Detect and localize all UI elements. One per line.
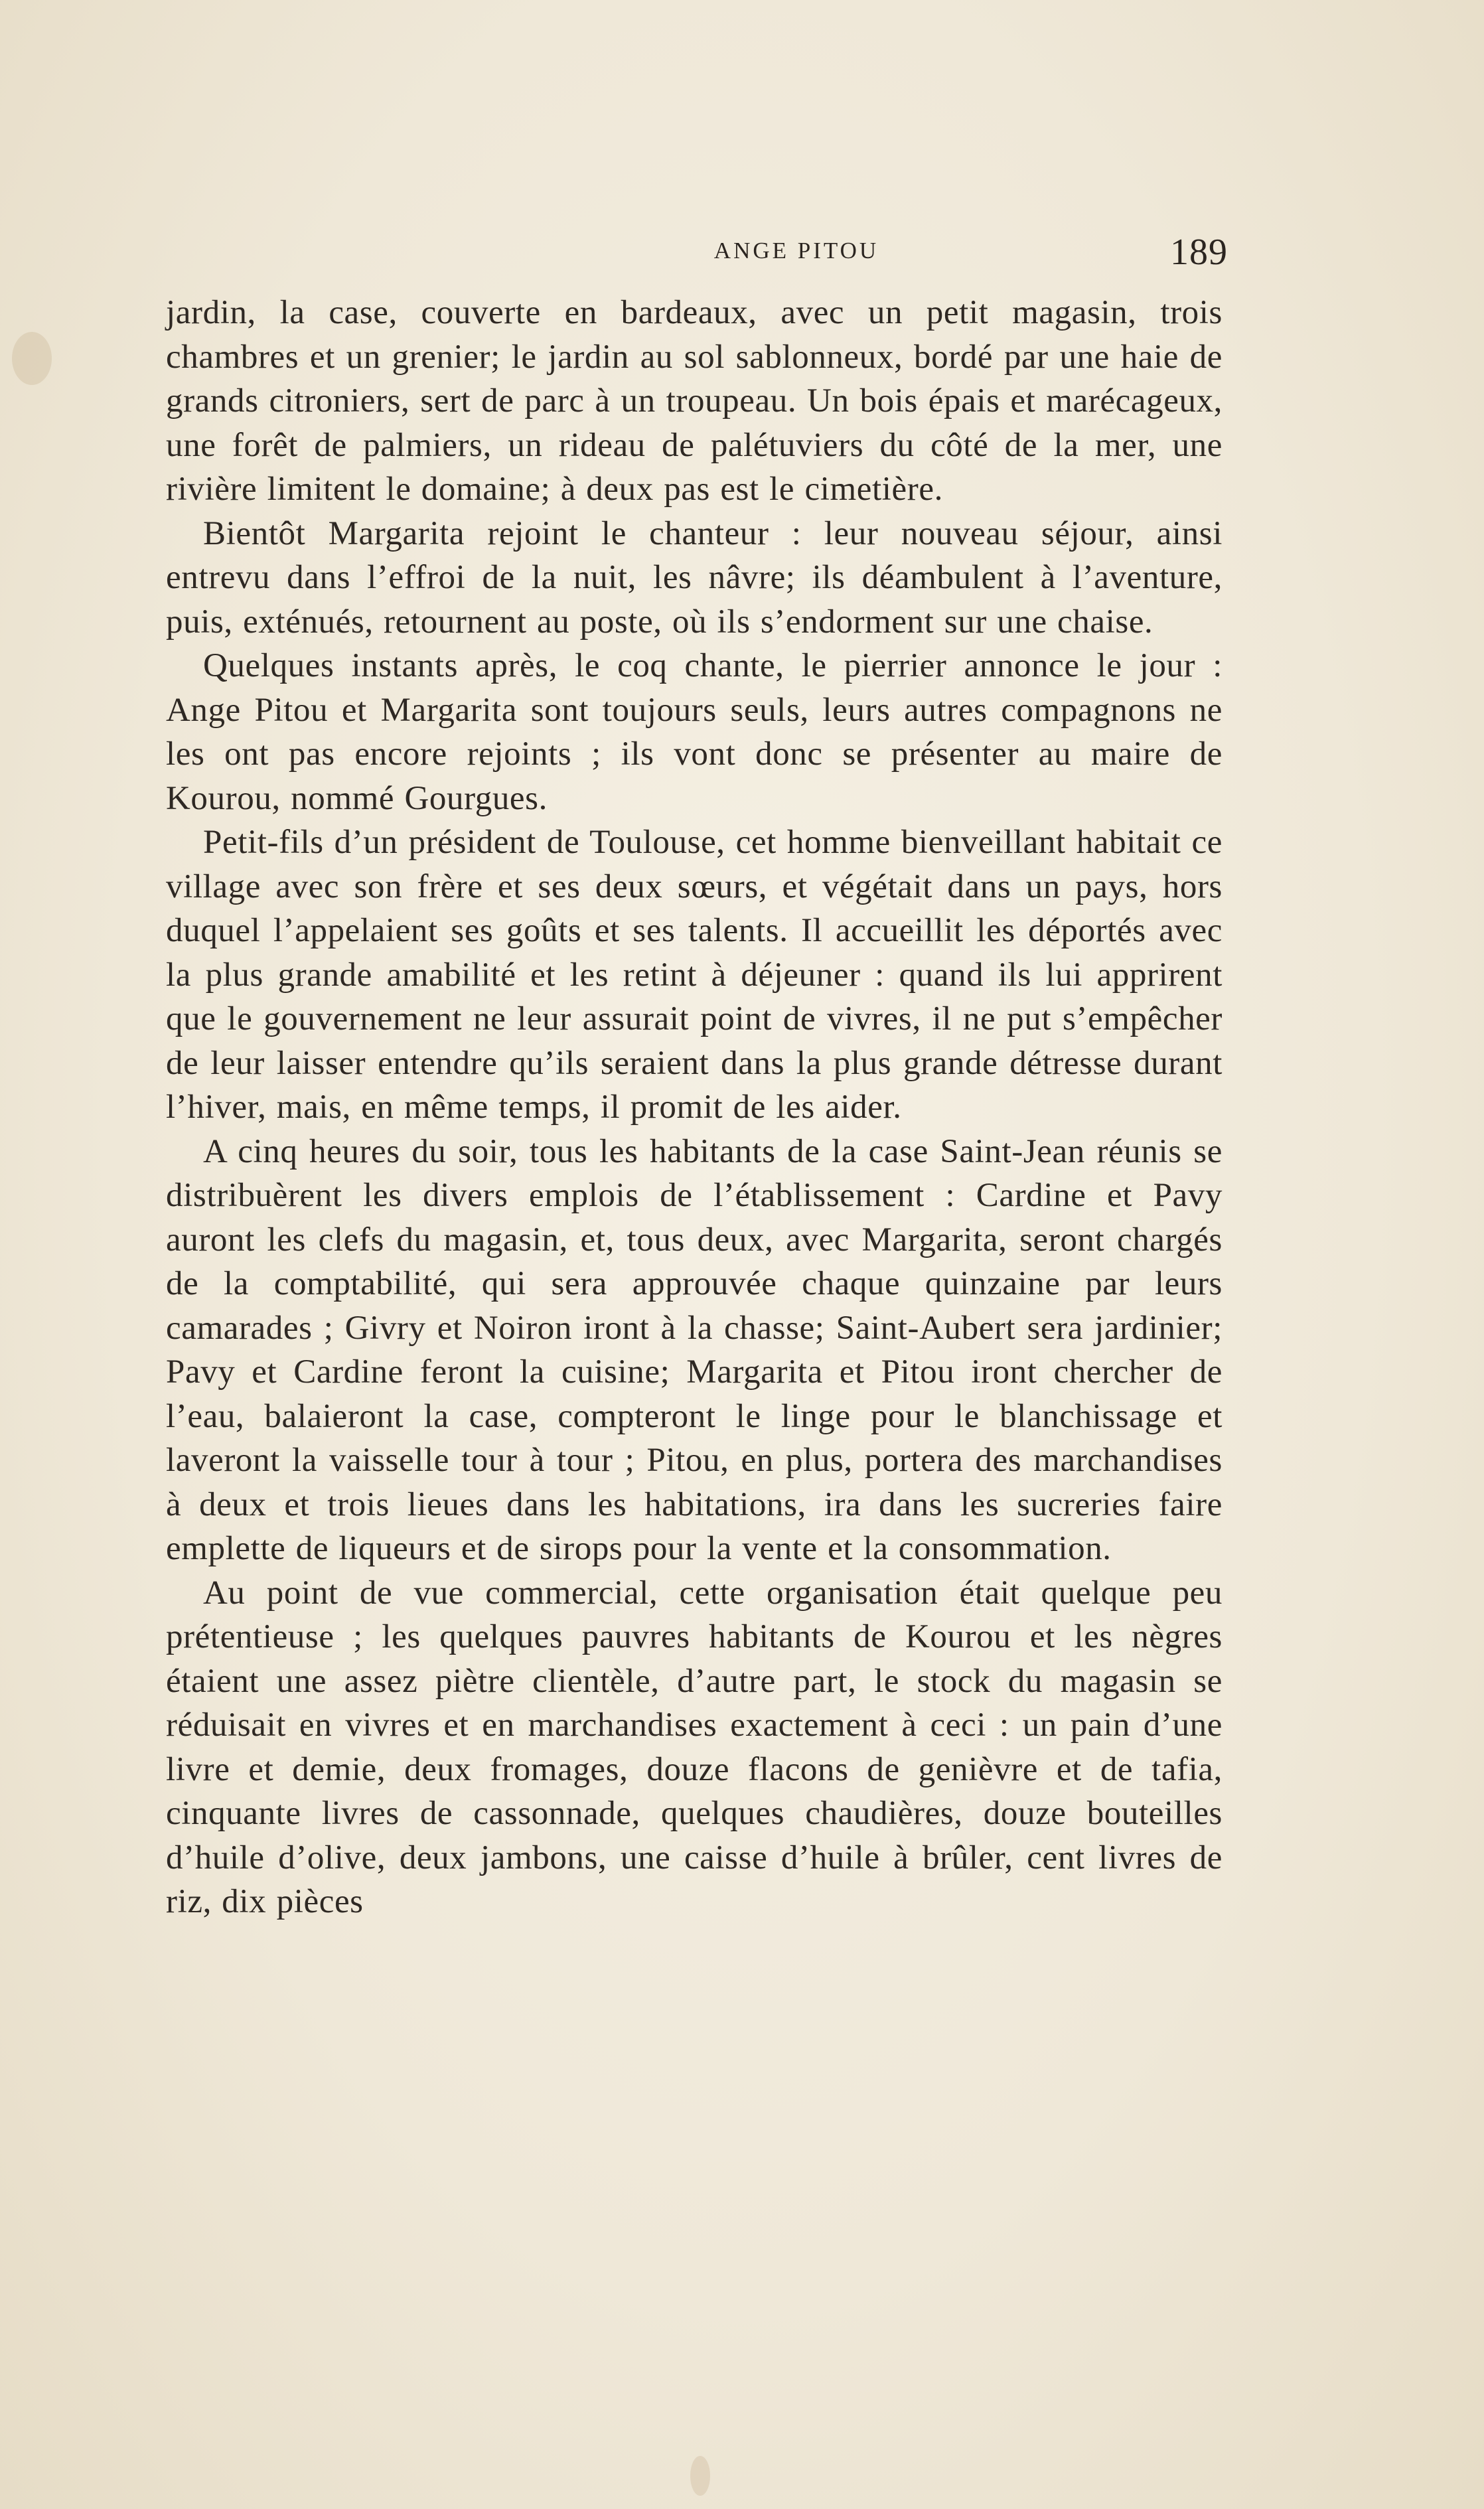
page-number: 189	[1170, 232, 1228, 273]
paper-stain	[690, 2456, 710, 2496]
paragraph: Au point de vue commercial, cette organisation était quelque peu prétentieuse ; les quelques pauvres habitants de Kourou et les nègres étaient une assez piètre clientèle, d’autre part, le stock du magasin se réduisait en vivres et en marchandises exactement à ceci : un pain d’une livre et demie, deux fromages, douze flacons de genièvre et de tafia, cinquante livres de cassonnade, quelques chaudières, douze bouteilles d’huile d’olive, deux jambons, une caisse d’huile à brûler, cent livres de riz, dix pièces	[166, 1574, 1223, 1920]
body-text	[166, 291, 1223, 1924]
paragraph: Quelques instants après, le coq chante, le pierrier annonce le jour : Ange Pitou et Margarita sont toujours seuls, leurs autres compagnons ne les ont pas encore rejoints ; ils vont donc se présenter au maire de Kourou, nommé Gourgues.	[166, 647, 1223, 817]
paragraph: jardin, la case, couverte en bardeaux, avec un petit magasin, trois chambres et un grenier; le jardin au sol sablonneux, bordé par une haie de grands citroniers, sert de parc à un troupeau. Un bois épais et marécageux, une forêt de palmiers, un rideau de palétuviers du côté de la mer, une rivière limitent le domaine; à deux pas est le cimetière.	[166, 294, 1223, 508]
paper-stain	[12, 332, 52, 385]
paragraph: Petit-fils d’un président de Toulouse, cet homme bienveillant habitait ce village avec son frère et ses deux sœurs, et végétait dans un pays, hors duquel l’appelaient ses goûts et ses talents. Il accueillit les déportés avec la plus grande amabilité et les retint à déjeuner : quand ils lui apprirent que le gouvernement ne leur assurait point de vivres, il ne put s’empêcher de leur laisser entendre qu’ils seraient dans la plus grande détresse durant l’hiver, mais, en même temps, il promit de les aider.	[166, 824, 1223, 1126]
paragraph: Bientôt Margarita rejoint le chanteur : leur nouveau séjour, ainsi entrevu dans l’effroi de la nuit, les nâvre; ils déambulent à l’aventure, puis, exténués, retournent au poste, où ils s’endorment sur une chaise.	[166, 514, 1223, 641]
running-title: ANGE PITOU	[713, 238, 879, 264]
paragraph: A cinq heures du soir, tous les habitants de la case Saint-Jean réunis se distribuèrent les divers emplois de l’établissement : Cardine et Pavy auront les clefs du magasin, et, tous deux, avec Margarita, seront chargés de la comptabilité, qui sera approuvée chaque quinzaine par leurs camarades ; Givry et Noiron iront à la chasse; Saint-Aubert sera jardinier; Pavy et Cardine feront la cuisine; Margarita et Pitou iront chercher de l’eau, balaieront la case, compteront le linge pour le blanchissage et laveront la vaisselle tour à tour ; Pitou, en plus, portera des marchandises à deux et trois lieues dans les habitations, ira dans les sucreries faire emplette de liqueurs et de sirops pour la vente et la consommation.	[166, 1132, 1223, 1567]
page-header	[166, 231, 1228, 271]
